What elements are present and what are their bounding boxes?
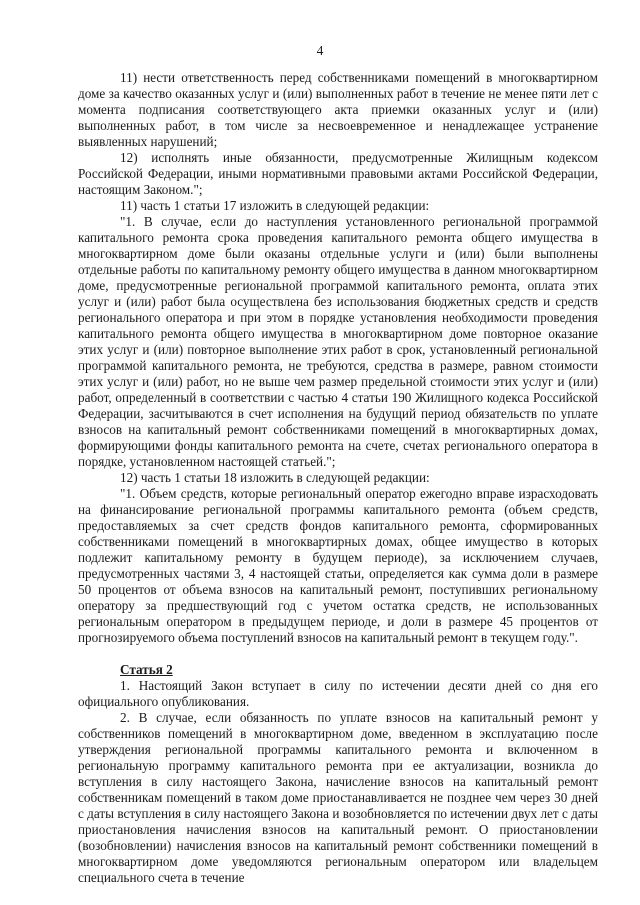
paragraph-item-12-obligations: 12) исполнять иные обязанности, предусмотренные Жилищным кодексом Российской Федерации, иными нормативными правовыми актами Российской Федерации, настоящим Законом."; xyxy=(78,150,598,197)
page-number: 4 xyxy=(316,43,324,58)
paragraph-item-11-responsibility: 11) нести ответственность перед собственниками помещений в многоквартирном доме за качество оказанных услуг и (или) выполненных работ в течение не менее пяти лет с момента подписания соответствующего акта приемки оказанных услуг и (или) выполненных работ, в том числе за несвоевременное и ненадлежащее устранение выявленных нарушений; xyxy=(78,70,598,149)
article-2-heading: Статья 2 xyxy=(120,662,173,677)
paragraph-article-2-item-1: 1. Настоящий Закон вступает в силу по истечении десяти дней со дня его официального опубликования. xyxy=(78,678,598,709)
paragraph-article-2-item-2: 2. В случае, если обязанность по уплате взносов на капитальный ремонт у собственников помещений в многоквартирном доме, введенном в эксплуатацию после утверждения региональной программы капитального ремонта и включенном в региональную программу капитального ремонта при ее актуализации, возникла до вступления в силу настоящего Закона, начисление взносов на капитальный ремонт собственникам помещений в таком доме приостанавливается не позднее чем через 30 дней с даты вступления в силу настоящего Закона и возобновляется по истечении двух лет с даты приостановления начисления взносов на капитальный ремонт. О приостановлении (возобновлении) начисления взносов на капитальный ремонт собственники помещений в многоквартирном доме уведомляются региональным оператором или владельцем специального счета в течение xyxy=(78,710,598,885)
paragraph-article-18-text: "1. Объем средств, которые региональный оператор ежегодно вправе израсходовать на финансирование региональной программы капитального ремонта (объем средств, предоставляемых за счет средств фондов капитального ремонта, сформированных собственниками помещений в многоквартирных домах, общее имущество в которых подлежит капитальному ремонту в будущем периоде), за исключением случаев, предусмотренных частями 3, 4 настоящей статьи, определяется как сумма доли в размере 50 процентов от объема взносов на капитальный ремонт, поступивших региональному оператору за предшествующий год с учетом остатка средств, не использованных региональным оператором в предыдущем периоде, и доли в размере 45 процентов от прогнозируемого объема поступлений взносов на капитальный ремонт в текущем году.". xyxy=(78,486,598,645)
paragraph-article-17-text: "1. В случае, если до наступления установленного региональной программой капитального ремонта срока проведения капитального ремонта общего имущества в многоквартирном доме были оказаны отдельные услуги и (или) были выполнены отдельные работы по капитальному ремонту общего имущества в данном многоквартирном доме, предусмотренные региональной программой капитального ремонта, оплата этих услуг и (или) работ была осуществлена без использования бюджетных средств и средств регионального оператора и при этом в порядке установления необходимости проведения капитального ремонта общего имущества в многоквартирном доме повторное оказание этих услуг и (или) повторное выполнение этих работ в срок, установленный региональной программой капитального ремонта, не требуются, средства в размере, равном стоимости этих услуг и (или) работ, но не выше чем размер предельной стоимости этих услуг и (или) работ, определенный в соответствии с частью 4 статьи 190 Жилищного кодекса Российской Федерации, засчитываются в счет исполнения на будущий период обязательств по уплате взносов на капитальный ремонт собственниками помещений в многоквартирных домах, формирующими фонды капитального ремонта на счете, счетах регионального оператора в порядке, установленном настоящей статьей."; xyxy=(78,214,598,469)
paragraph-amendment-article-17: 11) часть 1 статьи 17 изложить в следующей редакции: xyxy=(120,198,430,213)
document-body xyxy=(78,70,598,886)
paragraph-amendment-article-18: 12) часть 1 статьи 18 изложить в следующей редакции: xyxy=(120,470,430,485)
